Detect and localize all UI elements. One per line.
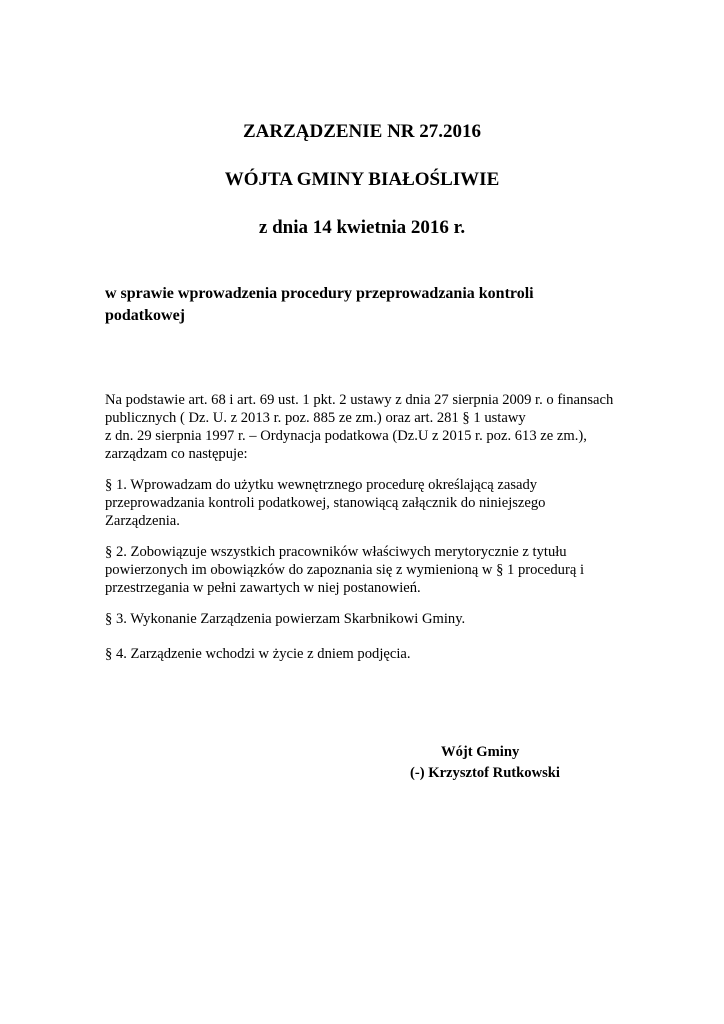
paragraph-4-line: § 4. Zarządzenie wchodzi w życie z dniem podjęcia. xyxy=(105,646,411,662)
signature-name: (-) Krzysztof Rutkowski xyxy=(410,765,560,781)
intro-line: publicznych ( Dz. U. z 2013 r. poz. 885 ze zm.) oraz art. 281 § 1 ustawy xyxy=(105,410,526,426)
paragraph-4 xyxy=(105,645,645,663)
document-issuer: WÓJTA GMINY BIAŁOŚLIWIE xyxy=(224,169,500,190)
paragraph-2 xyxy=(105,543,645,597)
paragraph-2-line: § 2. Zobowiązuje wszystkich pracowników właściwych merytorycznie z tytułu xyxy=(105,544,567,560)
paragraph-1-line: § 1. Wprowadzam do użytku wewnętrznego procedurę określającą zasady xyxy=(105,477,538,493)
document-title: ZARZĄDZENIE NR 27.2016 xyxy=(242,121,482,142)
paragraph-3 xyxy=(105,610,645,628)
subject-line: w sprawie wprowadzenia procedury przeprowadzania kontroli xyxy=(105,285,534,302)
intro-line: z dn. 29 sierpnia 1997 r. – Ordynacja podatkowa (Dz.U z 2015 r. poz. 613 ze zm.), xyxy=(105,428,587,444)
document-subject xyxy=(105,283,625,327)
intro-line: zarządzam co następuje: xyxy=(105,446,248,462)
paragraph-1-line: Zarządzenia. xyxy=(105,513,180,529)
paragraph-1-line: przeprowadzania kontroli podatkowej, stanowiącą załącznik do niniejszego xyxy=(105,495,546,511)
paragraph-1 xyxy=(105,476,645,530)
paragraph-2-line: przestrzegania w pełni zawartych w niej postanowień. xyxy=(105,580,421,596)
subject-line: podatkowej xyxy=(105,307,186,324)
paragraph-2-line: powierzonych im obowiązków do zapoznania się z wymienioną w § 1 procedurą i xyxy=(105,562,585,578)
intro-line: Na podstawie art. 68 i art. 69 ust. 1 pkt. 2 ustawy z dnia 27 sierpnia 2009 r. o finansach xyxy=(105,392,614,408)
document-date: z dnia 14 kwietnia 2016 r. xyxy=(258,217,466,238)
paragraph-3-line: § 3. Wykonanie Zarządzenia powierzam Skarbnikowi Gminy. xyxy=(105,611,466,627)
signature-role: Wójt Gminy xyxy=(441,744,520,760)
legal-basis-paragraph xyxy=(105,391,645,463)
